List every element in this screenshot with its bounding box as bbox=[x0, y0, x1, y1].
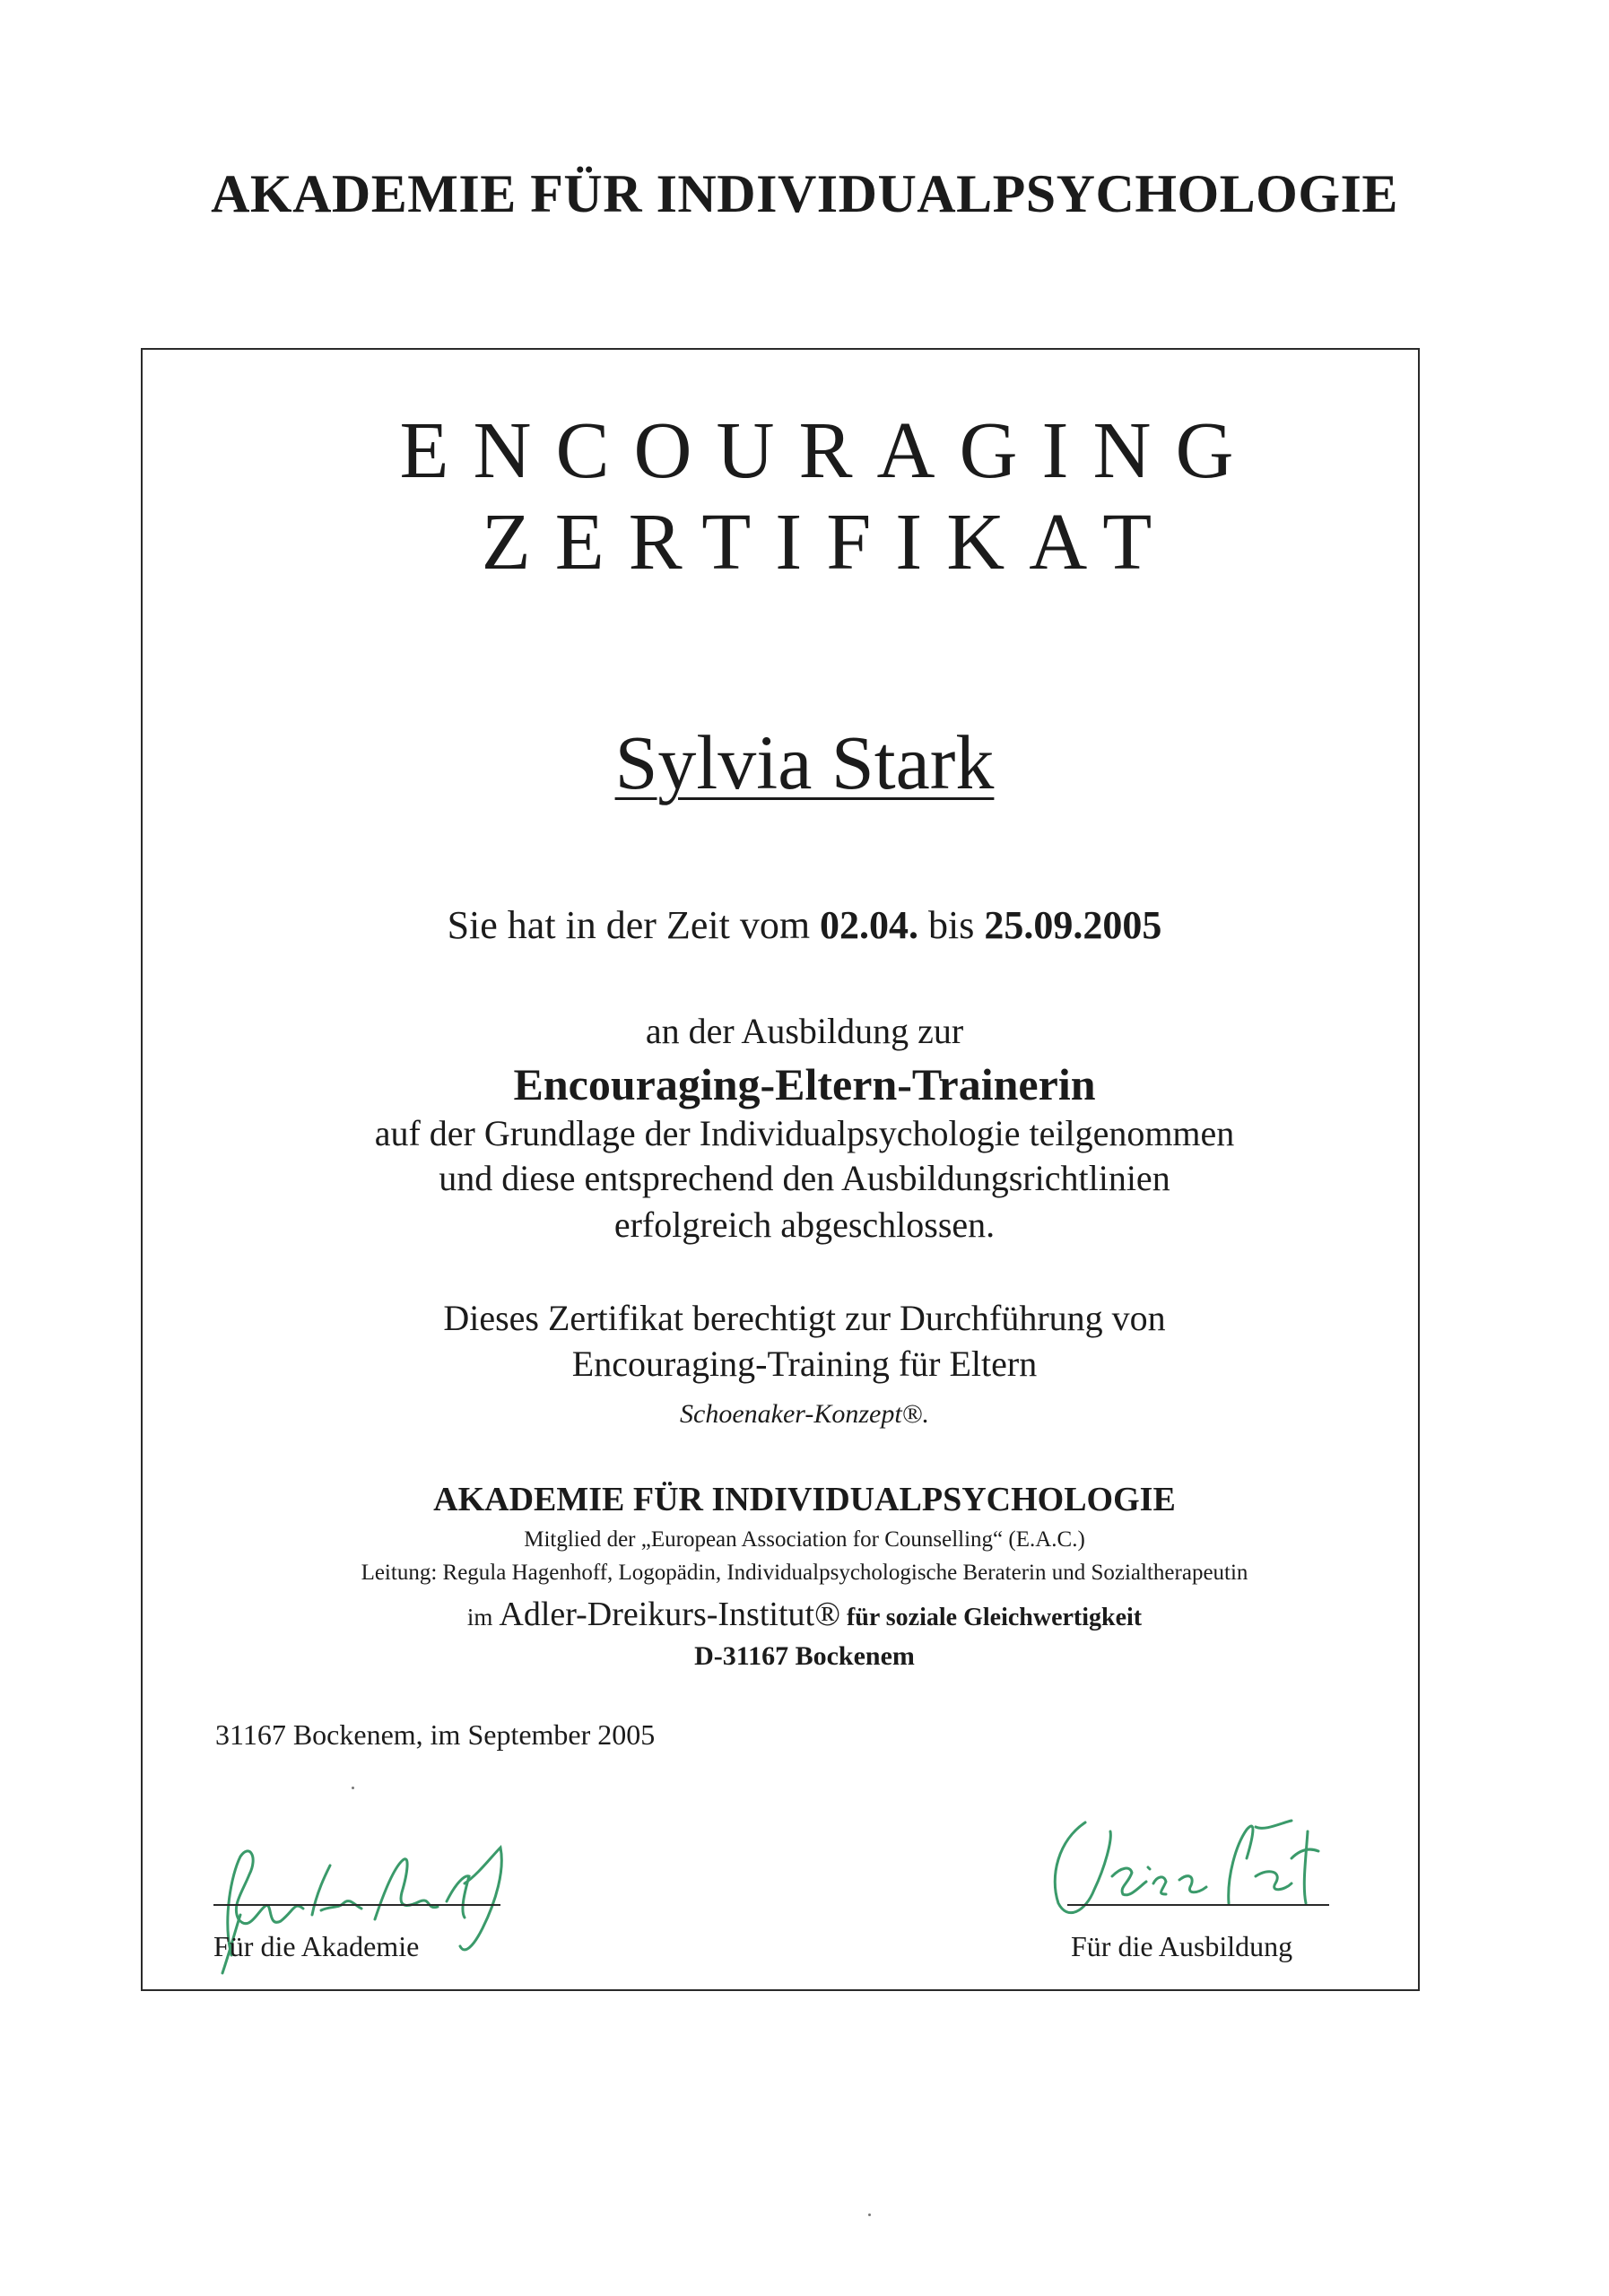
left-signature-line bbox=[213, 1904, 500, 1906]
place-date: 31167 Bockenem, im September 2005 bbox=[215, 1718, 656, 1751]
period-line bbox=[0, 902, 1609, 948]
scan-speck bbox=[868, 2213, 871, 2216]
body-line-6: Dieses Zertifikat berechtigt zur Durchführung von bbox=[443, 1298, 1166, 1338]
academy-name: AKADEMIE FÜR INDIVIDUALPSYCHOLOGIE bbox=[433, 1481, 1176, 1518]
institute-name: Adler-Dreikurs-Institut® bbox=[499, 1596, 840, 1633]
date-to: 25.09.2005 bbox=[984, 903, 1162, 947]
institute-prefix: im bbox=[466, 1604, 493, 1631]
academy-membership: Mitglied der „European Association for Counselling“ (E.A.C.) bbox=[524, 1527, 1085, 1552]
institute-suffix: für soziale Gleichwertigkeit bbox=[846, 1604, 1143, 1631]
institute-address: D-31167 Bockenem bbox=[694, 1641, 915, 1671]
header-academy-title: AKADEMIE FÜR INDIVIDUALPSYCHOLOGIE bbox=[211, 164, 1398, 223]
period-mid: bis bbox=[928, 903, 975, 947]
certificate-title-line1: ENCOURAGING bbox=[399, 406, 1258, 495]
scan-speck bbox=[352, 1787, 354, 1789]
certificate-title-line2: ZERTIFIKAT bbox=[481, 498, 1177, 587]
body-line-7: Encouraging-Training für Eltern bbox=[571, 1344, 1038, 1384]
signature-label-academy: Für die Akademie bbox=[213, 1930, 420, 1962]
concept-note: Schoenaker-Konzept®. bbox=[680, 1399, 929, 1429]
date-from: 02.04. bbox=[820, 903, 919, 947]
right-signature-scribble bbox=[1022, 1805, 1345, 1939]
right-signature-line bbox=[1067, 1904, 1329, 1906]
period-prefix: Sie hat in der Zeit vom bbox=[447, 903, 811, 947]
body-line-5: erfolgreich abgeschlossen. bbox=[613, 1205, 996, 1245]
signature-label-training: Für die Ausbildung bbox=[1071, 1930, 1293, 1962]
recipient-name: Sylvia Stark bbox=[614, 719, 995, 805]
body-line-4: und diese entsprechend den Ausbildungsrichtlinien bbox=[439, 1158, 1170, 1198]
academy-leadership: Leitung: Regula Hagenhoff, Logopädin, Individualpsychologische Beraterin und Sozialtherapeutin bbox=[361, 1561, 1248, 1585]
body-line-1: an der Ausbildung zur bbox=[645, 1011, 964, 1051]
training-title: Encouraging-Eltern-Trainerin bbox=[513, 1059, 1096, 1109]
body-line-3: auf der Grundlage der Individualpsychologie teilgenommen bbox=[374, 1113, 1235, 1153]
recipient-name-line bbox=[0, 718, 1609, 807]
institute-line bbox=[0, 1595, 1609, 1634]
